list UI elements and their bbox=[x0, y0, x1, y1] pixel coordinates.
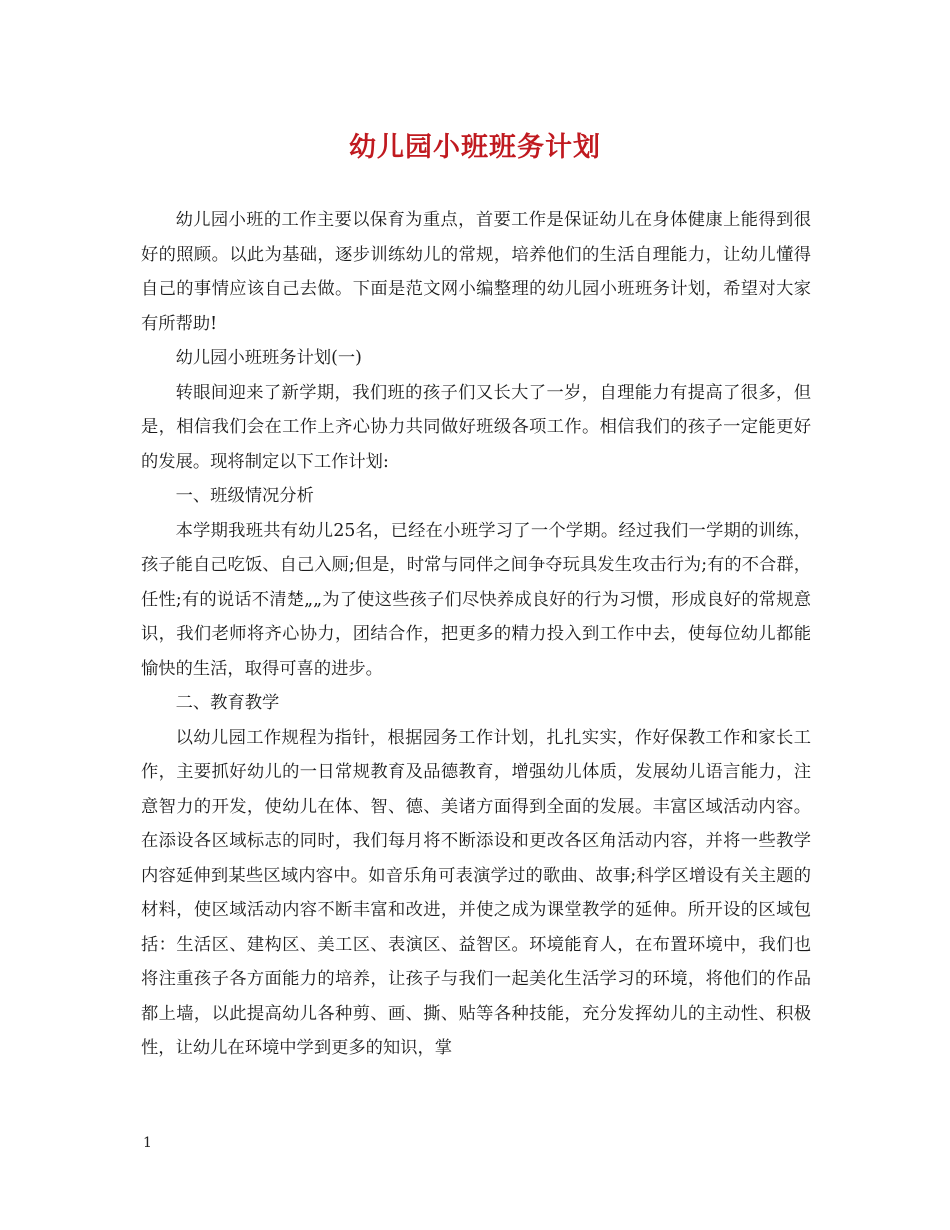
document-body bbox=[141, 203, 811, 1066]
section-heading-education: 二、教育教学 bbox=[175, 693, 280, 713]
paragraph-class-analysis: 本学期我班共有幼儿25名，已经在小班学习了一个学期。经过我们一学期的训练，孩子能自己吃饭、自己入厕;但是，时常与同伴之间争夺玩具发生攻击行为;有的不合群，任性;有的说话不清楚„„为了使这些孩子们尽快养成良好的行为习惯，形成良好的常规意识，我们老师将齐心协力，团结合作，把更多的精力投入到工作中去，使每位幼儿都能愉快的生活，取得可喜的进步。 bbox=[141, 520, 811, 679]
paragraph-new-semester: 转眼间迎来了新学期，我们班的孩子们又长大了一岁，自理能力有提高了很多，但是，相信我们会在工作上齐心协力共同做好班级各项工作。相信我们的孩子一定能更好的发展。现将制定以下工作计划: bbox=[141, 382, 811, 472]
page-number: 1 bbox=[143, 1135, 152, 1151]
document-title: 幼儿园小班班务计划 bbox=[349, 132, 601, 163]
section-heading-class-analysis: 一、班级情况分析 bbox=[175, 486, 314, 506]
paragraph-plan-heading: 幼儿园小班班务计划(一) bbox=[175, 348, 362, 368]
paragraph-intro: 幼儿园小班的工作主要以保育为重点，首要工作是保证幼儿在身体健康上能得到很好的照顾。以此为基础，逐步训练幼儿的常规，培养他们的生活自理能力，让幼儿懂得自己的事情应该自己去做。下面是范文网小编整理的幼儿园小班班务计划，希望对大家有所帮助! bbox=[141, 210, 811, 334]
paragraph-education: 以幼儿园工作规程为指针，根据园务工作计划，扎扎实实，作好保教工作和家长工作，主要抓好幼儿的一日常规教育及品德教育，增强幼儿体质，发展幼儿语言能力，注意智力的开发，使幼儿在体、智、德、美诸方面得到全面的发展。丰富区域活动内容。在添设各区域标志的同时，我们每月将不断添设和更改各区角活动内容，并将一些教学内容延伸到某些区域内容中。如音乐角可表演学过的歌曲、故事;科学区增设有关主题的材料，使区域活动内容不断丰富和改进，并使之成为课堂教学的延伸。所开设的区域包括：生活区、建构区、美工区、表演区、益智区。环境能育人，在布置环境中，我们也将注重孩子各方面能力的培养，让孩子与我们一起美化生活学习的环境，将他们的作品都上墙，以此提高幼儿各种剪、画、撕、贴等各种技能，充分发挥幼儿的主动性、积极性，让幼儿在环境中学到更多的知识，掌 bbox=[141, 727, 811, 1058]
